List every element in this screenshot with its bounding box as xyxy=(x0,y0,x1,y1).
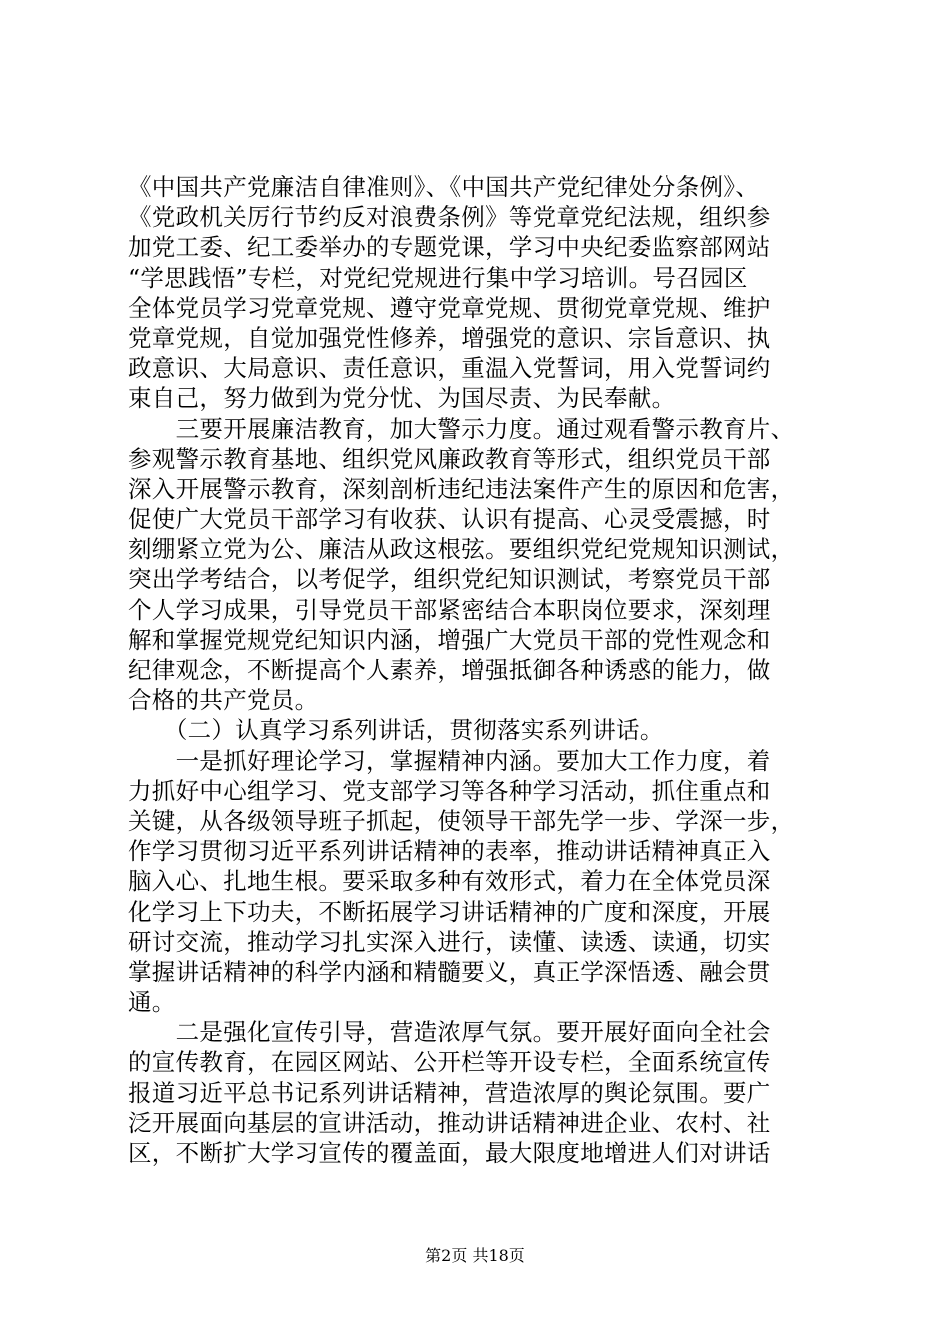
text-line: 突出学考结合，以考促学，组织党纪知识测试，考察党员干部 xyxy=(128,565,771,594)
text-line: 刻绷紧立党为公、廉洁从政这根弦。要组织党纪党规知识测试， xyxy=(128,535,795,564)
text-line: 通。 xyxy=(128,988,176,1017)
text-line: 关键，从各级领导班子抓起，使领导干部先学一步、学深一步， xyxy=(128,806,795,835)
text-line: 解和掌握党规党纪知识内涵，增强广大党员干部的党性观念和 xyxy=(128,625,771,654)
text-line: 《党政机关厉行节约反对浪费条例》等党章党纪法规，组织参 xyxy=(128,203,771,232)
text-line: 全体党员学习党章党规、遵守党章党规、贯彻党章党规、维护 xyxy=(128,293,771,322)
text-line: 党章党规，自觉加强党性修养，增强党的意识、宗旨意识、执 xyxy=(128,323,771,352)
text-line: 掌握讲话精神的科学内涵和精髓要义，真正学深悟透、融会贯 xyxy=(128,957,771,986)
text-line: 束自己，努力做到为党分忧、为国尽责、为民奉献。 xyxy=(128,384,676,413)
text-line: 脑入心、扎地生根。要采取多种有效形式，着力在全体党员深 xyxy=(128,867,771,896)
text-line: 三要开展廉洁教育，加大警示力度。通过观看警示教育片、 xyxy=(128,414,795,443)
document-body xyxy=(128,172,840,1168)
text-line: 二是强化宣传引导，营造浓厚气氛。要开展好面向全社会 xyxy=(128,1018,771,1047)
text-line: 区，不断扩大学习宣传的覆盖面，最大限度地增进人们对讲话 xyxy=(128,1139,771,1167)
text-line: 研讨交流，推动学习扎实深入进行，读懂、读透、读通，切实 xyxy=(128,927,771,956)
text-line: 加党工委、纪工委举办的专题党课，学习中央纪委监察部网站 xyxy=(128,233,771,262)
text-line: 纪律观念，不断提高个人素养，增强抵御各种诱惑的能力，做 xyxy=(128,656,771,684)
text-line: 合格的共产党员。 xyxy=(128,686,319,715)
text-line: 促使广大党员干部学习有收获、认识有提高、心灵受震撼，时 xyxy=(128,505,771,534)
text-line: 个人学习成果，引导党员干部紧密结合本职岗位要求，深刻理 xyxy=(128,595,771,624)
text-line: 化学习上下功夫，不断拓展学习讲话精神的广度和深度，开展 xyxy=(128,897,771,926)
text-line: 《中国共产党廉洁自律准则》、《中国共产党纪律处分条例》、 xyxy=(128,173,760,201)
text-line: 深入开展警示教育，深刻剖析违纪违法案件产生的原因和危害， xyxy=(128,474,795,503)
page-footer: 第2页 共18页 xyxy=(425,1246,525,1265)
text-line: 力抓好中心组学习、党支部学习等各种学习活动，抓住重点和 xyxy=(128,776,771,805)
text-line: “学思践悟”专栏，对党纪党规进行集中学习培训。号召园区 xyxy=(128,263,748,292)
text-line: 一是抓好理论学习，掌握精神内涵。要加大工作力度，着 xyxy=(128,746,771,775)
text-line: 参观警示教育基地、组织党风廉政教育等形式，组织党员干部 xyxy=(128,444,771,473)
text-line: 的宣传教育，在园区网站、公开栏等开设专栏，全面系统宣传 xyxy=(128,1048,771,1077)
text-line: 作学习贯彻习近平系列讲话精神的表率，推动讲话精神真正入 xyxy=(128,837,771,866)
text-line: 泛开展面向基层的宣讲活动，推动讲话精神进企业、农村、社 xyxy=(128,1108,771,1137)
text-line: （二）认真学习系列讲话，贯彻落实系列讲话。 xyxy=(128,716,664,745)
text-line: 报道习近平总书记系列讲话精神，营造浓厚的舆论氛围。要广 xyxy=(128,1078,771,1107)
text-line: 政意识、大局意识、责任意识，重温入党誓词，用入党誓词约 xyxy=(128,354,771,383)
